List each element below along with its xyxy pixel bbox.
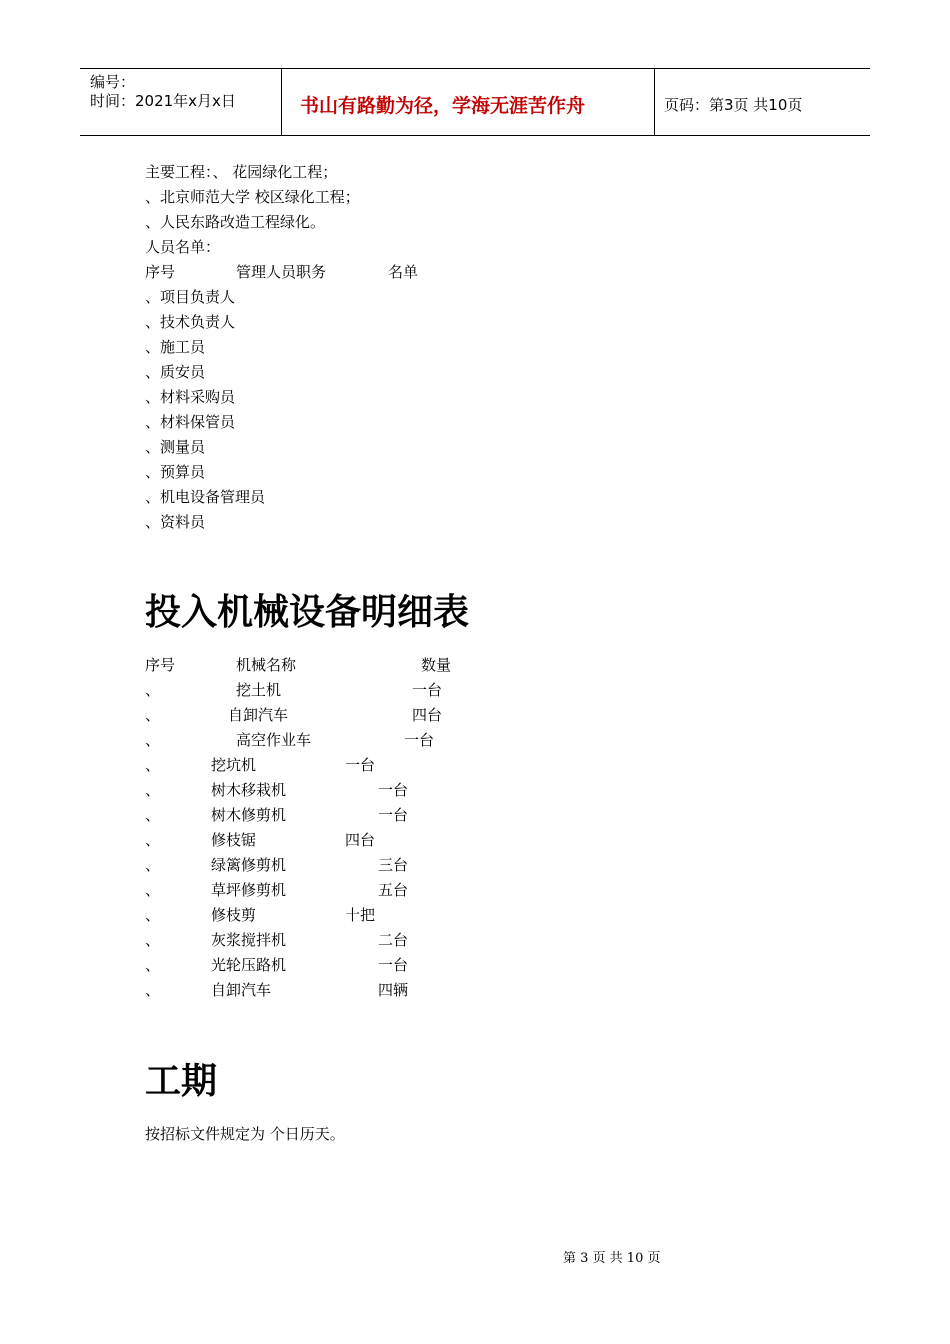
schedule-heading: 工期 <box>145 1061 218 1102</box>
equip-row-name: 树木修剪机 <box>211 806 287 824</box>
staff-row: 、质安员 <box>145 363 206 381</box>
equip-row-no: 、 <box>145 856 161 874</box>
equip-row-name: 光轮压路机 <box>211 956 287 974</box>
schedule-text: 按招标文件规定为 个日历天。 <box>145 1125 345 1143</box>
equip-row-no: 、 <box>145 831 161 849</box>
equip-row-no: 、 <box>145 881 161 899</box>
equip-row-no: 、 <box>145 706 161 724</box>
equip-row-qty: 一台 <box>378 781 409 799</box>
header-bottom-rule <box>80 135 870 136</box>
equip-row-name: 修枝锯 <box>211 831 257 849</box>
equip-row-no: 、 <box>145 956 161 974</box>
equip-col-name: 机械名称 <box>236 656 297 674</box>
staff-col-no: 序号 <box>145 263 176 281</box>
staff-row: 、技术负责人 <box>145 313 236 331</box>
equip-row-qty: 一台 <box>404 731 435 749</box>
equip-col-qty: 数量 <box>421 656 452 674</box>
equip-row-name: 树木移栽机 <box>211 781 287 799</box>
equip-row-qty: 四台 <box>345 831 376 849</box>
equip-row-no: 、 <box>145 756 161 774</box>
equip-row-no: 、 <box>145 981 161 999</box>
equip-row-name: 自卸汽车 <box>228 706 289 724</box>
equip-row-name: 绿篱修剪机 <box>211 856 287 874</box>
staff-list-title: 人员名单： <box>145 238 221 256</box>
equip-row-qty: 四台 <box>412 706 443 724</box>
header-date-label: 时间：2021年x月x日 <box>90 92 236 110</box>
staff-row: 、材料采购员 <box>145 388 236 406</box>
header-top-rule <box>80 68 870 69</box>
equip-row-qty: 四辆 <box>378 981 409 999</box>
equip-row-name: 挖土机 <box>236 681 282 699</box>
equip-row-qty: 一台 <box>345 756 376 774</box>
equip-row-name: 自卸汽车 <box>211 981 272 999</box>
equip-row-qty: 一台 <box>378 806 409 824</box>
header-page-label: 页码：第3页 共10页 <box>664 96 803 114</box>
equip-row-no: 、 <box>145 931 161 949</box>
header-divider-left <box>281 68 282 136</box>
equip-row-name: 挖坑机 <box>211 756 257 774</box>
page-footer: 第 3 页 共 10 页 <box>563 1251 661 1266</box>
header-divider-right <box>654 68 655 136</box>
equip-row-no: 、 <box>145 731 161 749</box>
staff-row: 、资料员 <box>145 513 206 531</box>
main-works-line: 主要工程：、 花园绿化工程； <box>145 163 338 181</box>
equip-row-qty: 一台 <box>378 956 409 974</box>
header-number-label: 编号： <box>90 73 136 91</box>
equip-row-no: 、 <box>145 806 161 824</box>
equip-row-name: 草坪修剪机 <box>211 881 287 899</box>
equip-row-qty: 一台 <box>412 681 443 699</box>
staff-row: 、测量员 <box>145 438 206 456</box>
equip-row-name: 灰浆搅拌机 <box>211 931 287 949</box>
work-item-2: 、北京师范大学 校区绿化工程； <box>145 188 360 206</box>
equip-row-no: 、 <box>145 906 161 924</box>
staff-row: 、预算员 <box>145 463 206 481</box>
staff-row: 、机电设备管理员 <box>145 488 266 506</box>
equipment-heading: 投入机械设备明细表 <box>145 592 470 633</box>
equip-row-qty: 十把 <box>345 906 376 924</box>
equip-col-no: 序号 <box>145 656 176 674</box>
staff-row: 、材料保管员 <box>145 413 236 431</box>
equip-row-no: 、 <box>145 681 161 699</box>
equip-row-name: 高空作业车 <box>236 731 312 749</box>
work-item-3: 、人民东路改造工程绿化。 <box>145 213 326 231</box>
staff-row: 、施工员 <box>145 338 206 356</box>
equip-row-qty: 二台 <box>378 931 409 949</box>
header-motto: 书山有路勤为径，学海无涯苦作舟 <box>300 95 586 117</box>
equip-row-qty: 三台 <box>378 856 409 874</box>
staff-col-position: 管理人员职务 <box>236 263 327 281</box>
equip-row-qty: 五台 <box>378 881 409 899</box>
staff-col-name: 名单 <box>388 263 419 281</box>
equip-row-no: 、 <box>145 781 161 799</box>
staff-row: 、项目负责人 <box>145 288 236 306</box>
equip-row-name: 修枝剪 <box>211 906 257 924</box>
